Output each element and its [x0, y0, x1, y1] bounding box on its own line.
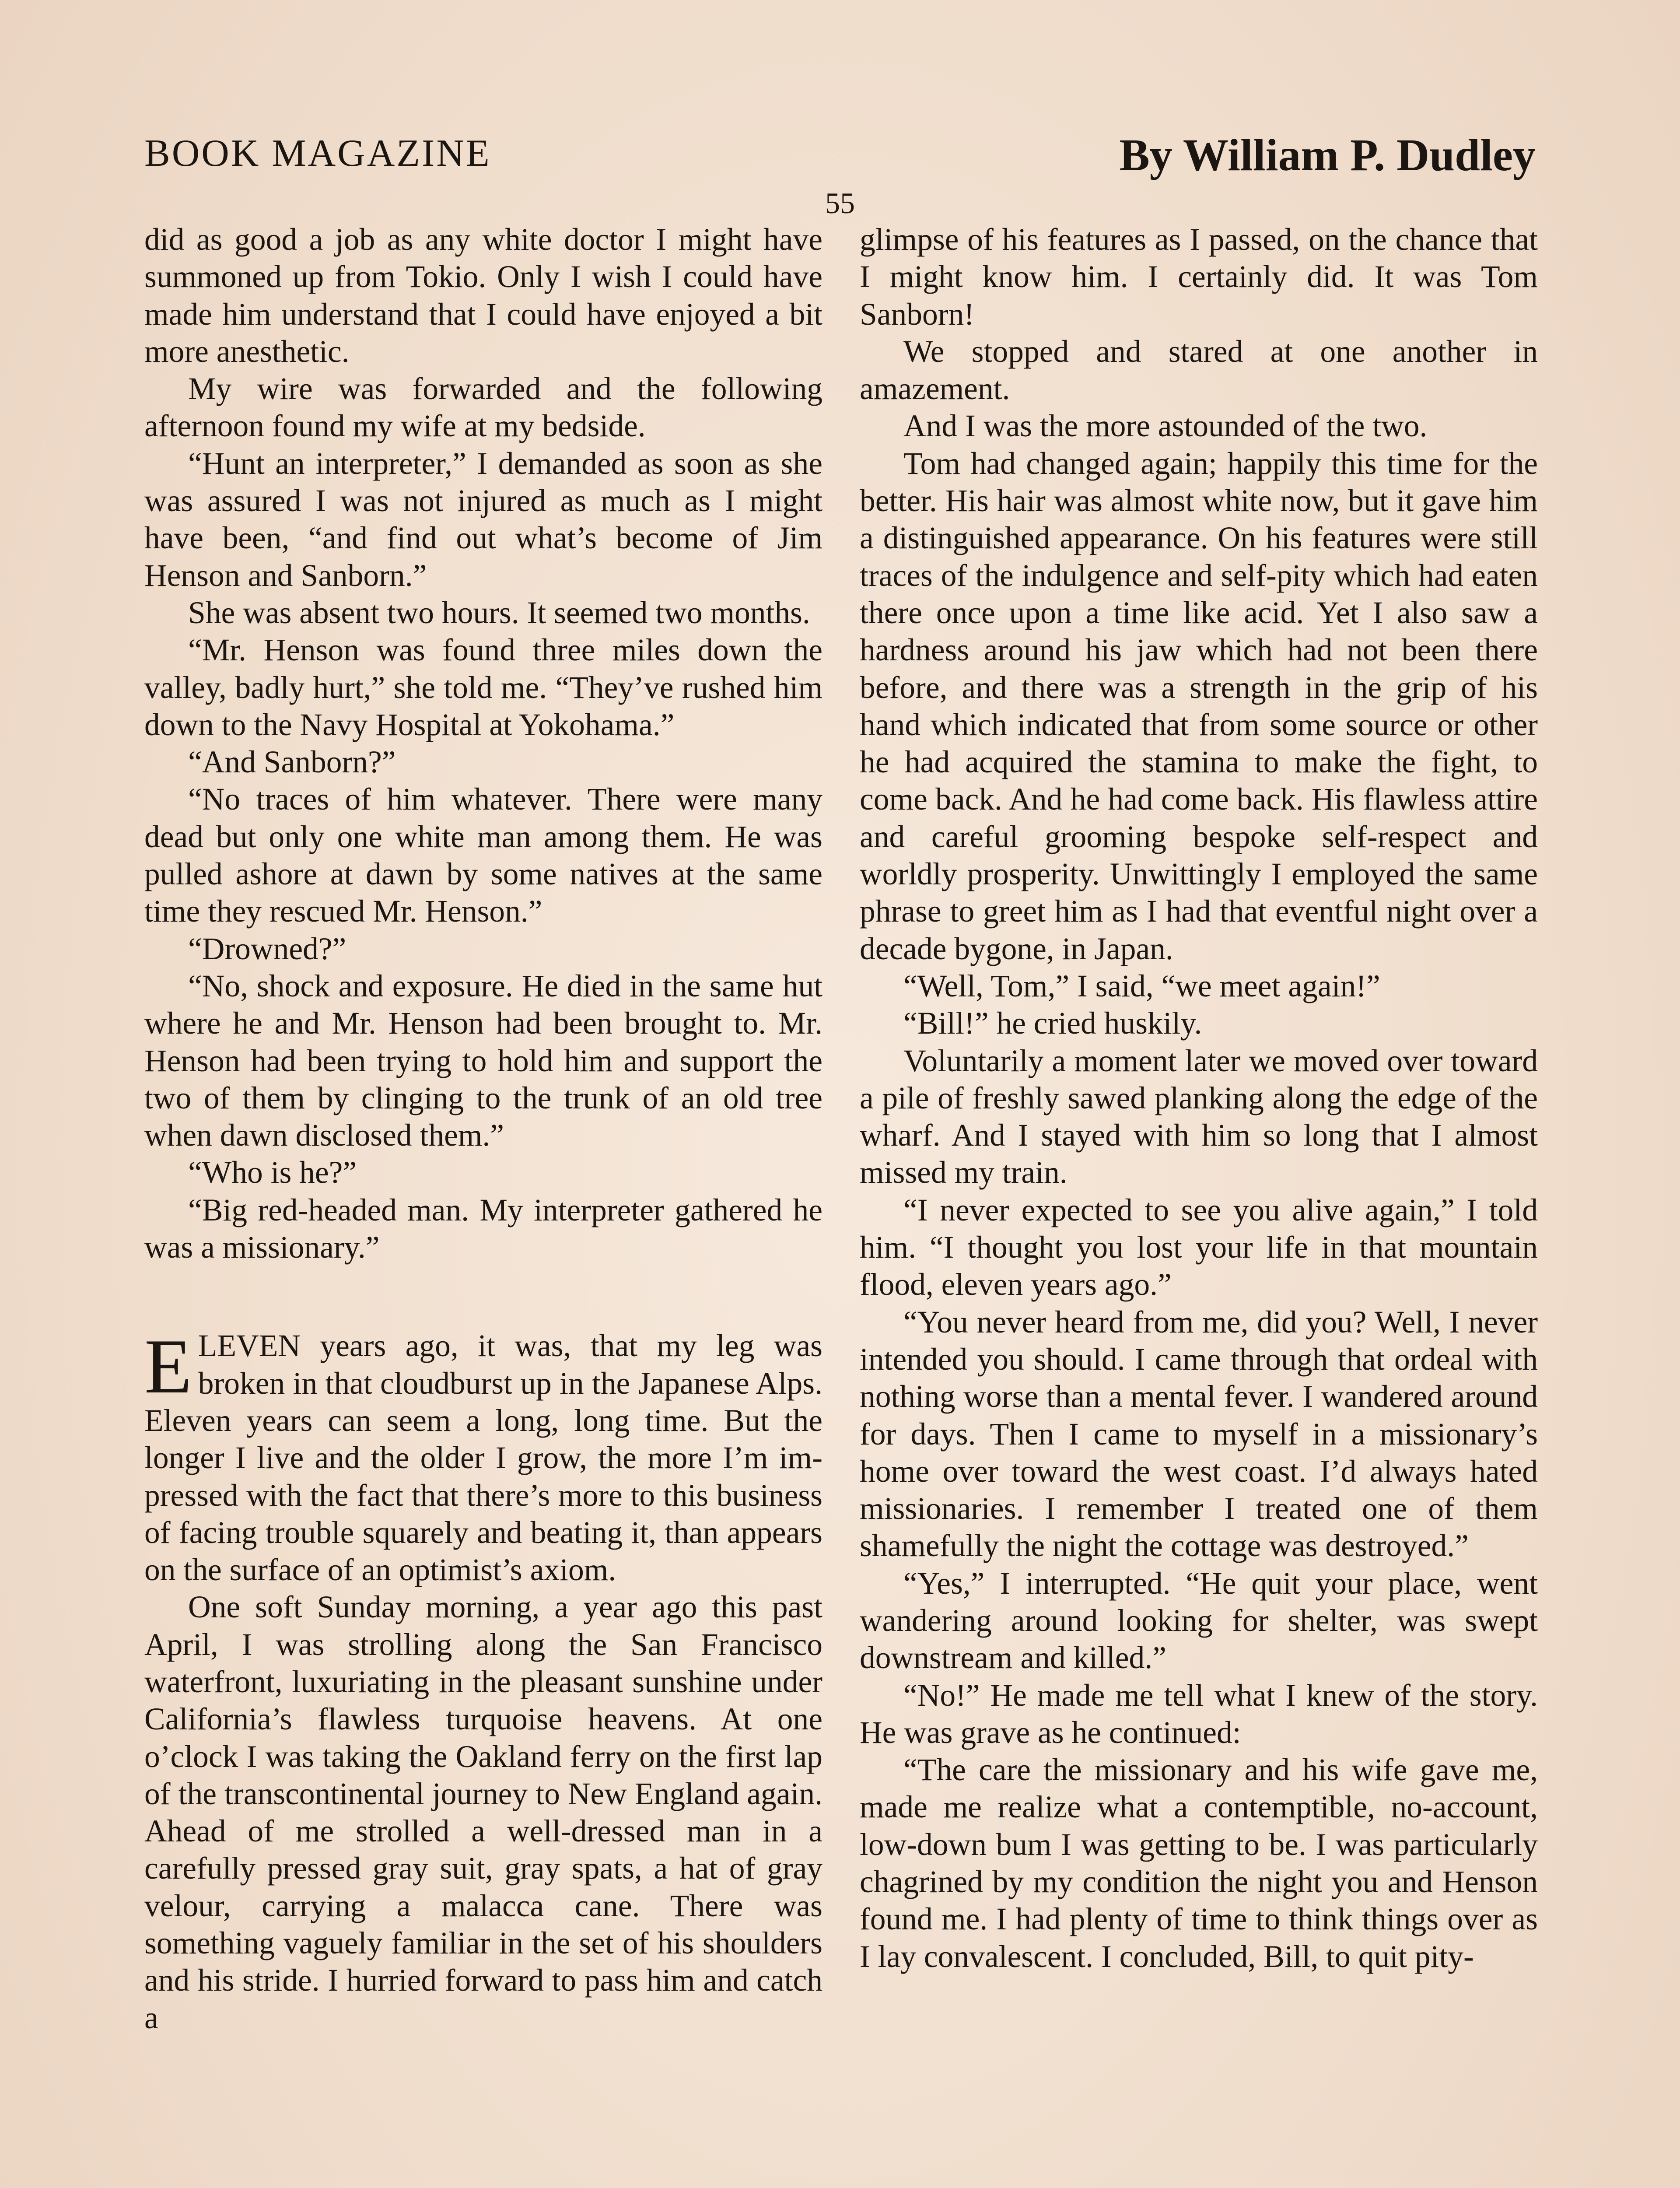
paragraph: “Hunt an interpreter,” I demanded as soon as she was assured I was not injured as much as I might have been, “and find out what’s become of Jim Henson and Sanborn.” — [144, 446, 822, 593]
paragraph: “And Sanborn?” — [188, 745, 396, 780]
paragraph: Tom had changed again; happily this time for the better. His hair was almost white now, but it gave him a distinguished appearance. On his features were still traces of the indulgence and self-pity which had eaten there once upon a time like acid. Yet I also saw a hardness around his jaw which had not been there before, and there was a strength in the grip of his hand which indicated that from some source or other he had acquired the stamina to make the fight, to come back. And he had come back. His flawless attire and careful grooming bespoke self-respect and worldly prosperity. Unwittingly I employed the same phrase to greet him as I had that eventful night over a decade bygone, in Japan. — [860, 446, 1538, 966]
paragraph: “Who is he?” — [188, 1155, 357, 1190]
paragraph: “Mr. Henson was found three miles down the valley, badly hurt,” she told me. “They’ve rushed him down to the Navy Hospital at Yokohama.” — [144, 633, 822, 742]
paragraph: “I never expected to see you alive again,” I told him. “I thought you lost your life in that mountain flood, eleven years ago.” — [860, 1192, 1538, 1302]
paragraph: “Well, Tom,” I said, “we meet again!” — [903, 968, 1380, 1003]
paragraph: She was absent two hours. It seemed two months. — [188, 595, 810, 630]
paragraph: “The care the missionary and his wife gave me, made me realize what a contemptible, no-account, low-down bum I was getting to be. I was particularly chagrined by my condition the night you and Henson found me. I had plenty of time to think things over as I lay convalescent. I concluded, Bill, to quit pity- — [860, 1753, 1538, 1974]
paragraph: “No!” He made me tell what I knew of the story. He was grave as he continued: — [860, 1678, 1538, 1750]
paragraph: One soft Sunday morning, a year ago this past April, I was strolling along the San Francisco waterfront, luxuriating in the pleasant sunshine under California’s flawless turquoise heavens. At one o’clock I was taking the Oakland ferry on the first lap of the transcontinental journey to New England again. Ahead of me strolled a well-dressed man in a carefully pressed gray suit, gray spats, a hat of gray velour, carrying a malacca cane. There was something vaguely familiar in the set of his shoulders and his stride. I hurried forward to pass him and catch a — [144, 1590, 822, 2035]
paragraph: “You never heard from me, did you? Well, I never intended you should. I came through that ordeal with nothing worse than a mental fever. I wandered around for days. Then I came to myself in a missionary’s home over toward the west coast. I’d always hated missionaries. I remember I treated one of them shamefully the night the cottage was destroyed.” — [860, 1304, 1538, 1564]
paragraph: My wire was forwarded and the following afternoon found my wife at my bedside. — [144, 372, 822, 444]
byline: By William P. Dudley — [1119, 130, 1536, 180]
section-opening-paragraph — [144, 1323, 822, 1588]
masthead: BOOK MAGAZINE — [144, 132, 491, 175]
paragraph: glimpse of his features as I passed, on the chance that I might know him. I certainly did. It was Tom Sanborn! — [860, 222, 1538, 332]
right-column — [860, 221, 1538, 2188]
left-column — [144, 221, 822, 2188]
paragraph: And I was the more astounded of the two. — [903, 409, 1428, 444]
paragraph: We stopped and stared at one another in amazement. — [860, 334, 1538, 407]
paragraph: “Big red-headed man. My interpreter gathered he was a missionary.” — [144, 1192, 822, 1265]
paragraph: “No, shock and exposure. He died in the same hut where he and Mr. Henson had been brought to. Mr. Henson had been trying to hold him and support the two of them by clinging to the trunk of an old tree when dawn disclosed them.” — [144, 968, 822, 1153]
paragraph: “Bill!” he cried huskily. — [903, 1006, 1202, 1041]
paragraph: “Drowned?” — [188, 931, 346, 966]
paragraph: “Yes,” I interrupted. “He quit your place, went wandering around looking for shelter, was swept downstream and killed.” — [860, 1566, 1538, 1676]
paragraph: did as good a job as any white doctor I might have summoned up from Tokio. Only I wish I could have made him understand that I could have enjoyed a bit more anesthetic. — [144, 222, 822, 369]
page-number: 55 — [825, 186, 855, 220]
paragraph: “No traces of him whatever. There were many dead but only one white man among them. He was pulled ashore at dawn by some natives at the same time they rescued Mr. Henson.” — [144, 782, 822, 929]
drop-cap: E — [144, 1323, 192, 1410]
paragraph: Voluntarily a moment later we moved over toward a pile of freshly sawed planking along the edge of the wharf. And I stayed with him so long that I almost missed my train. — [860, 1043, 1538, 1190]
section-opening-text: LEVEN years ago, it was, that my leg was broken in that cloudburst up in the Japanese Alps. Eleven years can seem a long, long time. But the longer I live and the older I grow, the more I’m impressed with the fact that there’s more to this business of facing trouble squarely and beating it, than appears on the surface of an optimist’s axiom. — [144, 1329, 822, 1588]
